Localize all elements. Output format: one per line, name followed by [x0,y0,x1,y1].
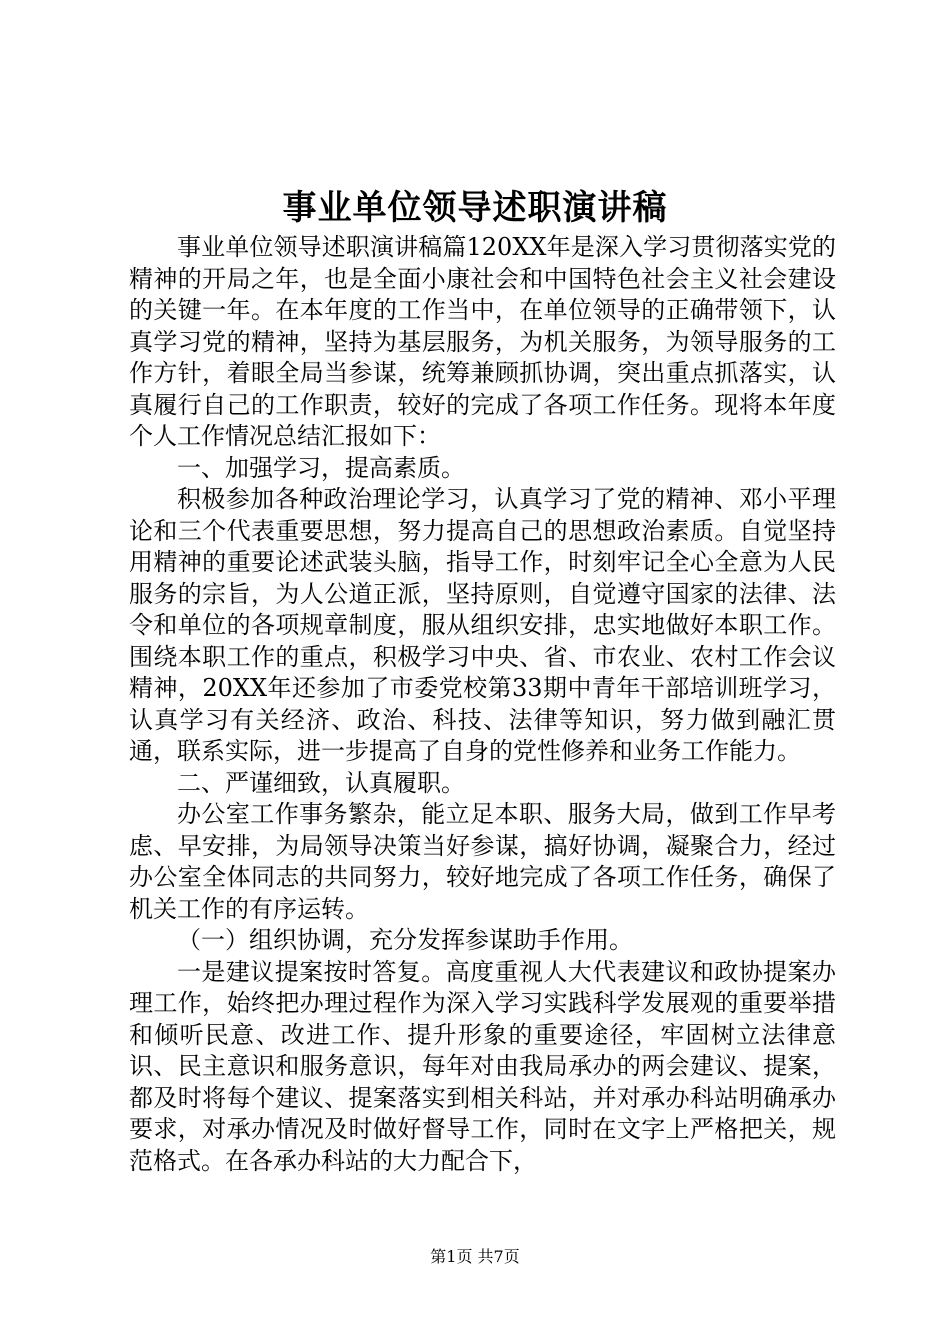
paragraph-office-work: 办公室工作事务繁杂，能立足本职、服务大局，做到工作早考虑、早安排，为局领导决策当好参谋，搞好协调，凝聚合力，经过办公室全体同志的共同努力，较好地完成了各项工作任务，确保了机关工作的有序运转。 [129,800,836,923]
paragraph-study: 积极参加各种政治理论学习，认真学习了党的精神、邓小平理论和三个代表重要思想，努力提高自己的思想政治素质。自觉坚持用精神的重要论述武装头脑，指导工作，时刻牢记全心全意为人民服务的宗旨，为人公道正派，坚持原则，自觉遵守国家的法律、法令和单位的各项规章制度，服从组织安排，忠实地做好本职工作。围绕本职工作的重点，积极学习中央、省、市农业、农村工作会议精神，20XX年还参加了市委党校第33期中青年干部培训班学习，认真学习有关经济、政治、科技、法律等知识，努力做到融汇贯通，联系实际，进一步提高了自身的党性修养和业务工作能力。 [129,485,836,765]
document-title: 事业单位领导述职演讲稿 [282,188,668,228]
paragraph-proposals: 一是建议提案按时答复。高度重视人大代表建议和政协提案办理工作，始终把办理过程作为深入学习实践科学发展观的重要举措和倾听民意、改进工作、提升形象的重要途径，牢固树立法律意识、民主意识和服务意识，每年对由我局承办的两会建议、提案，都及时将每个建议、提案落实到相关科站，并对承办科站明确承办要求，对承办情况及时做好督导工作，同时在文字上严格把关，规范格式。在各承办科站的大力配合下， [129,957,836,1175]
section-heading-1: 一、加强学习，提高素质。 [177,453,465,482]
page-number-footer: 第1页 共7页 [430,1247,520,1266]
subsection-heading-1: （一）组织协调，充分发挥参谋助手作用。 [177,926,633,954]
paragraph-intro: 事业单位领导述职演讲稿篇120XX年是深入学习贯彻落实党的精神的开局之年，也是全面小康社会和中国特色社会主义社会建设的关键一年。在本年度的工作当中，在单位领导的正确带领下，认真学习党的精神，坚持为基层服务，为机关服务，为领导服务的工作方针，着眼全局当参谋，统筹兼顾抓协调，突出重点抓落实，认真履行自己的工作职责，较好的完成了各项工作任务。现将本年度个人工作情况总结汇报如下： [129,233,836,450]
section-heading-2: 二、严谨细致，认真履职。 [177,768,465,797]
document-body [129,232,836,1177]
